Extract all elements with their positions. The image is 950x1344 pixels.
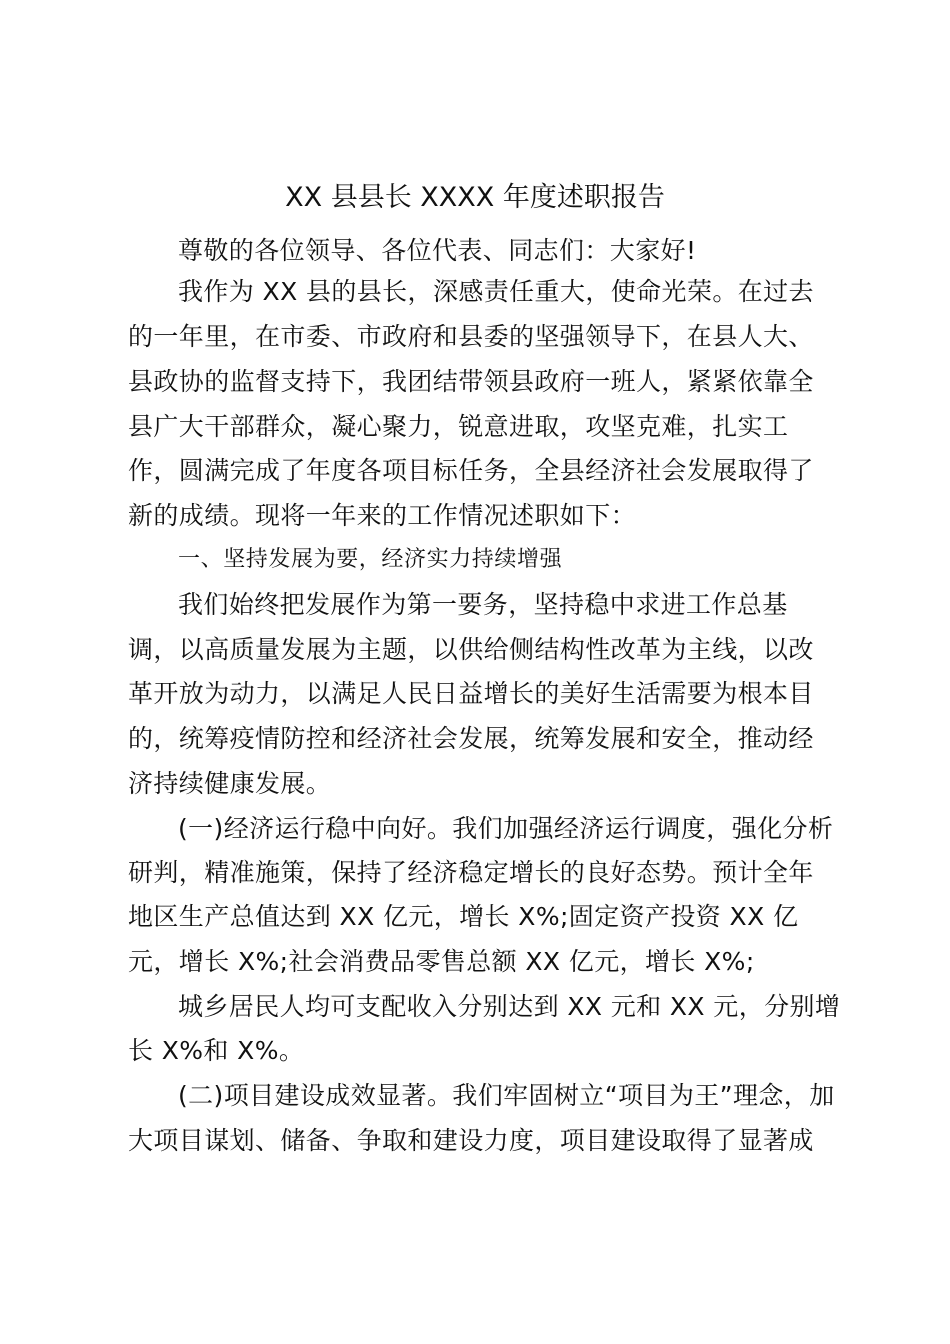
body-line: 作，圆满完成了年度各项目标任务，全县经济社会发展取得了 bbox=[128, 456, 814, 485]
body-line: 我们始终把发展作为第一要务，坚持稳中求进工作总基 bbox=[178, 590, 788, 619]
subsection-line: (一)经济运行稳中向好。我们加强经济运行调度，强化分析 bbox=[178, 814, 834, 843]
body-line: 的一年里，在市委、市政府和县委的坚强领导下，在县人大、 bbox=[128, 322, 814, 351]
body-line: 元，增长 X%;社会消费品零售总额 XX 亿元，增长 X%; bbox=[128, 947, 755, 976]
section-heading: 一、坚持发展为要，经济实力持续增强 bbox=[178, 547, 563, 572]
body-line: 长 X%和 X%。 bbox=[128, 1036, 305, 1065]
body-line: 我作为 XX 县的县长，深感责任重大，使命光荣。在过去 bbox=[178, 277, 814, 306]
body-line: 县广大干部群众，凝心聚力，锐意进取，攻坚克难，扎实工 bbox=[128, 412, 789, 441]
body-line: 革开放为动力，以满足人民日益增长的美好生活需要为根本目 bbox=[128, 679, 814, 708]
body-line: 新的成绩。现将一年来的工作情况述职如下： bbox=[128, 501, 637, 530]
body-line: 县政协的监督支持下，我团结带领县政府一班人，紧紧依靠全 bbox=[128, 367, 814, 396]
body-line: 地区生产总值达到 XX 亿元，增长 X%;固定资产投资 XX 亿 bbox=[128, 902, 799, 931]
body-line: 的，统筹疫情防控和经济社会发展，统筹发展和安全，推动经 bbox=[128, 724, 814, 753]
body-line: 调，以高质量发展为主题，以供给侧结构性改革为主线，以改 bbox=[128, 635, 814, 664]
body-line: 济持续健康发展。 bbox=[128, 769, 332, 798]
body-line: 研判，精准施策，保持了经济稳定增长的良好态势。预计全年 bbox=[128, 858, 814, 887]
subsection-line: (二)项目建设成效显著。我们牢固树立“项目为王”理念，加 bbox=[178, 1081, 835, 1110]
document-title: XX 县县长 XXXX 年度述职报告 bbox=[285, 182, 665, 213]
body-line: 大项目谋划、储备、争取和建设力度，项目建设取得了显著成 bbox=[128, 1126, 814, 1155]
greeting-line: 尊敬的各位领导、各位代表、同志们：大家好! bbox=[178, 236, 697, 265]
body-line: 城乡居民人均可支配收入分别达到 XX 元和 XX 元，分别增 bbox=[178, 992, 841, 1021]
